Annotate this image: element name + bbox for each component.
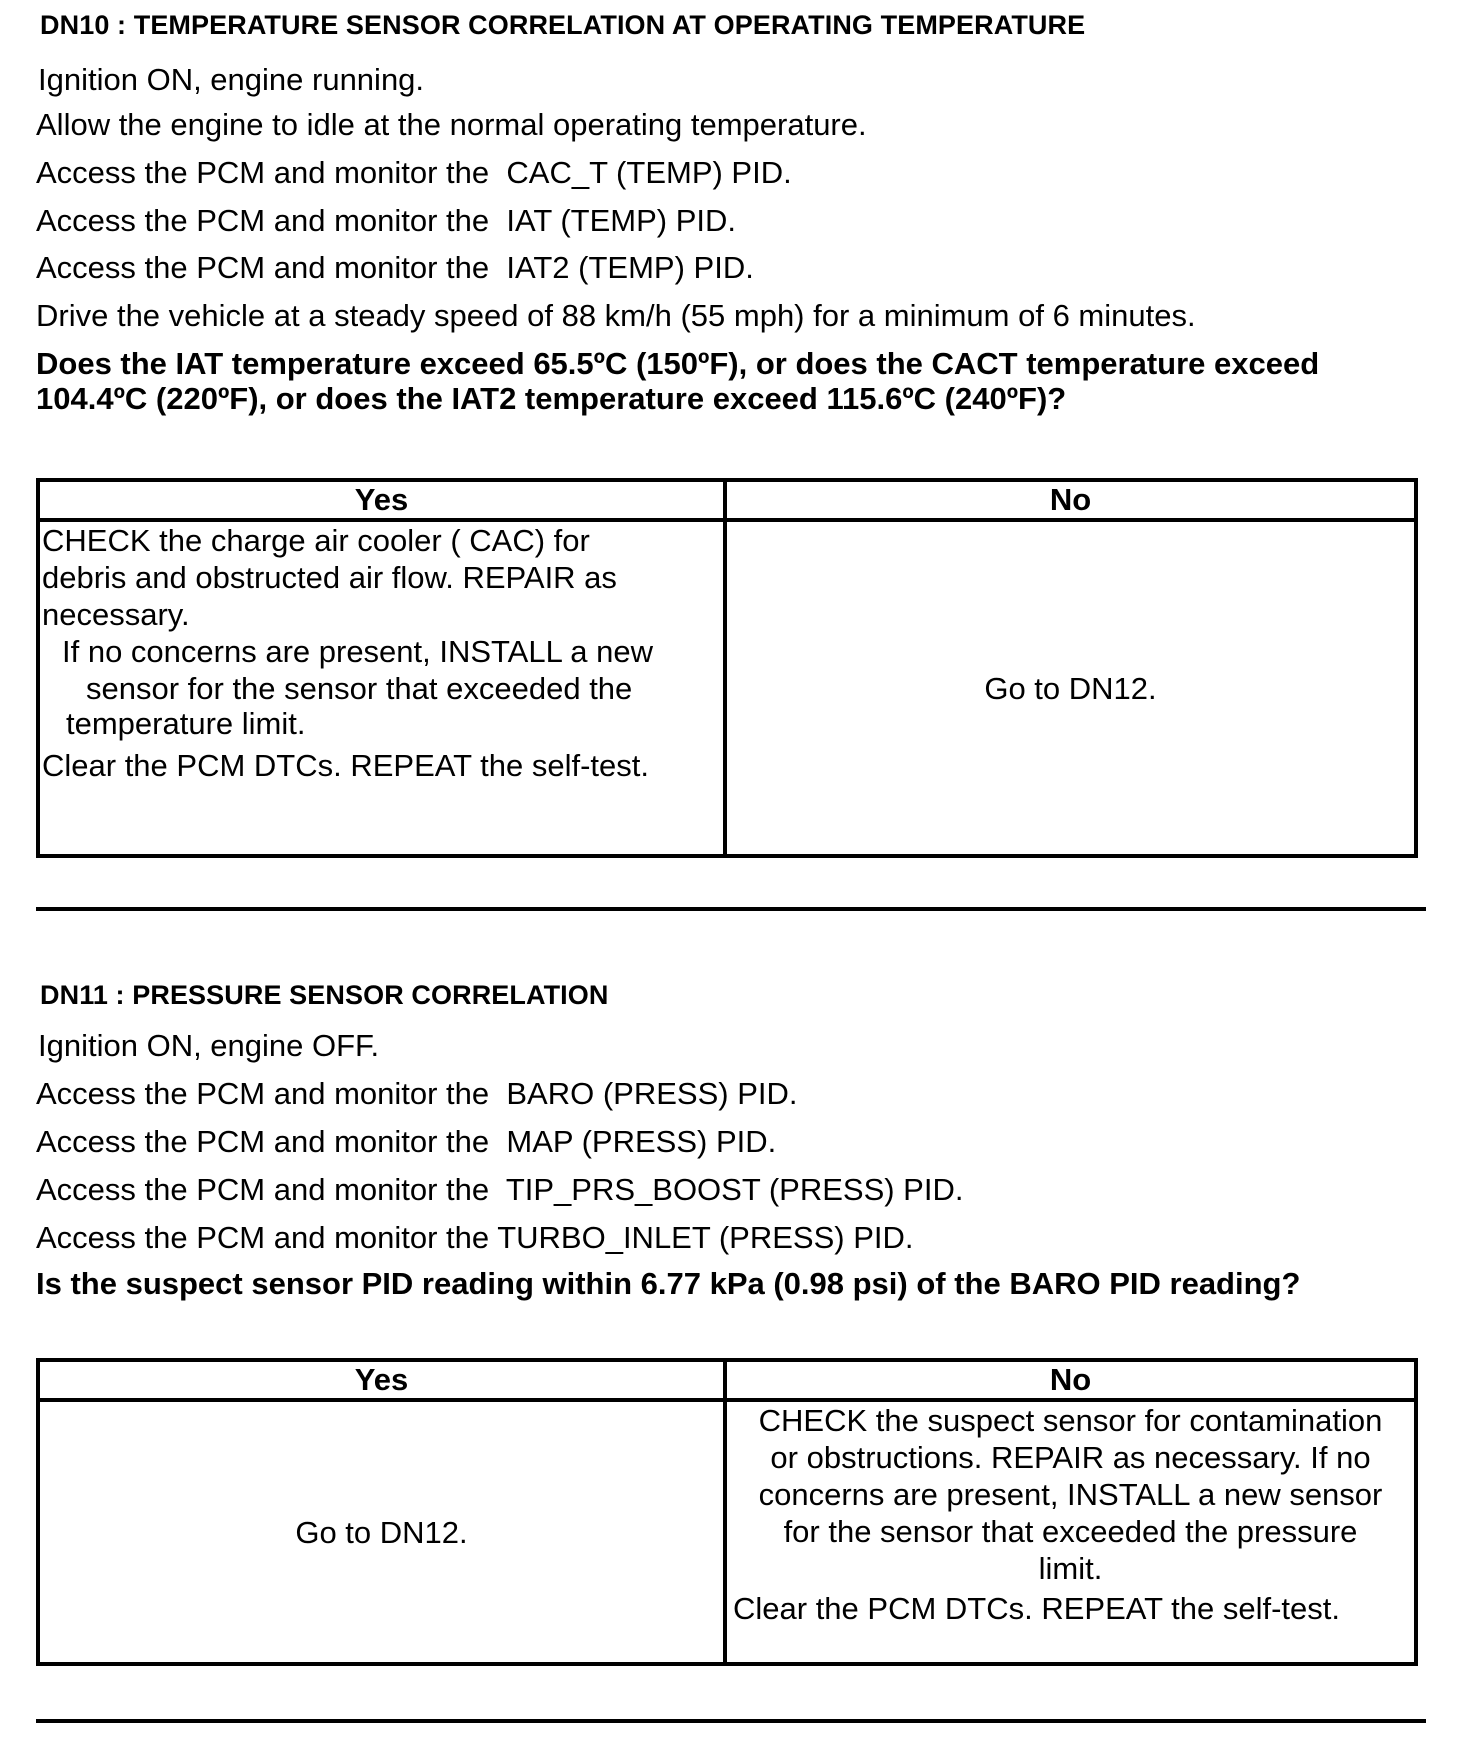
dn11-no-line-1: CHECK the suspect sensor for contamination [758,1403,1383,1438]
dn11-table-header-row [38,1360,1416,1400]
dn11-no-header: No [725,1360,1416,1400]
dn10-no-cell [725,520,1416,856]
dn11-no-lines [727,1402,1414,1662]
dn11-no-line-3: concerns are present, INSTALL a new sensor [758,1477,1383,1512]
dn10-no-text: Go to DN12. [984,670,1157,706]
dn10-question-line-1: Does the IAT temperature exceed 65.5ºC (150ºF), or does the CACT temperature exceed [36,346,1320,381]
dn11-result-table [36,1358,1418,1666]
dn10-yes-line-3: necessary. [42,597,190,632]
dn11-step-1: Ignition ON, engine OFF. [38,1028,380,1063]
dn11-title: DN11 : PRESSURE SENSOR CORRELATION [40,980,609,1010]
dn11-step-3: Access the PCM and monitor the MAP (PRESS) PID. [36,1124,777,1159]
dn11-section-divider [36,1719,1426,1723]
dn10-table-body-row [38,520,1416,856]
dn10-yes-lines [40,522,723,854]
dn10-yes-line-4: If no concerns are present, INSTALL a new [62,634,654,669]
dn10-yes-line-7: Clear the PCM DTCs. REPEAT the self-test. [42,748,649,783]
dn10-yes-cell [38,520,725,856]
dn10-section-divider [36,907,1426,911]
dn10-title: DN10 : TEMPERATURE SENSOR CORRELATION AT OPERATING TEMPERATURE [40,10,1086,40]
dn10-yes-line-6: temperature limit. [66,706,306,741]
dn11-step-5: Access the PCM and monitor the TURBO_INLET (PRESS) PID. [36,1220,914,1255]
dn10-question [36,346,1456,416]
dn10-yes-header: Yes [38,480,725,520]
dn11-no-line-5: limit. [1038,1551,1103,1586]
dn10-result-table [36,478,1418,858]
dn10-step-1: Ignition ON, engine running. [38,62,425,97]
dn10-step-4: Access the PCM and monitor the IAT (TEMP) PID. [36,203,737,238]
dn11-yes-cell [38,1400,725,1664]
dn10-step-5: Access the PCM and monitor the IAT2 (TEMP) PID. [36,250,754,285]
dn11-no-line-2: or obstructions. REPAIR as necessary. If no [770,1440,1371,1475]
dn11-step-2: Access the PCM and monitor the BARO (PRESS) PID. [36,1076,798,1111]
dn10-step-6: Drive the vehicle at a steady speed of 88 km/h (55 mph) for a minimum of 6 minutes. [36,298,1196,333]
dn11-no-cell [725,1400,1416,1664]
dn10-step-2: Allow the engine to idle at the normal operating temperature. [36,107,867,142]
dn10-step-3: Access the PCM and monitor the CAC_T (TEMP) PID. [36,155,792,190]
dn11-no-line-4: for the sensor that exceeded the pressure [783,1514,1358,1549]
dn10-yes-line-5: sensor for the sensor that exceeded the [86,671,633,706]
dn10-yes-line-2: debris and obstructed air flow. REPAIR as [42,560,617,595]
dn11-yes-header: Yes [38,1360,725,1400]
dn11-step-4: Access the PCM and monitor the TIP_PRS_BOOST (PRESS) PID. [36,1172,964,1207]
dn11-yes-text: Go to DN12. [295,1514,468,1550]
dn11-no-line-6: Clear the PCM DTCs. REPEAT the self-test. [733,1591,1340,1626]
dn10-question-line-2: 104.4ºC (220ºF), or does the IAT2 temperature exceed 115.6ºC (240ºF)? [36,381,1067,416]
dn10-table-header-row [38,480,1416,520]
dn11-question: Is the suspect sensor PID reading within 6.77 kPa (0.98 psi) of the BARO PID reading? [36,1266,1301,1301]
dn11-table-body-row [38,1400,1416,1664]
dn10-no-header: No [725,480,1416,520]
dn10-yes-line-1: CHECK the charge air cooler ( CAC) for [42,523,590,558]
